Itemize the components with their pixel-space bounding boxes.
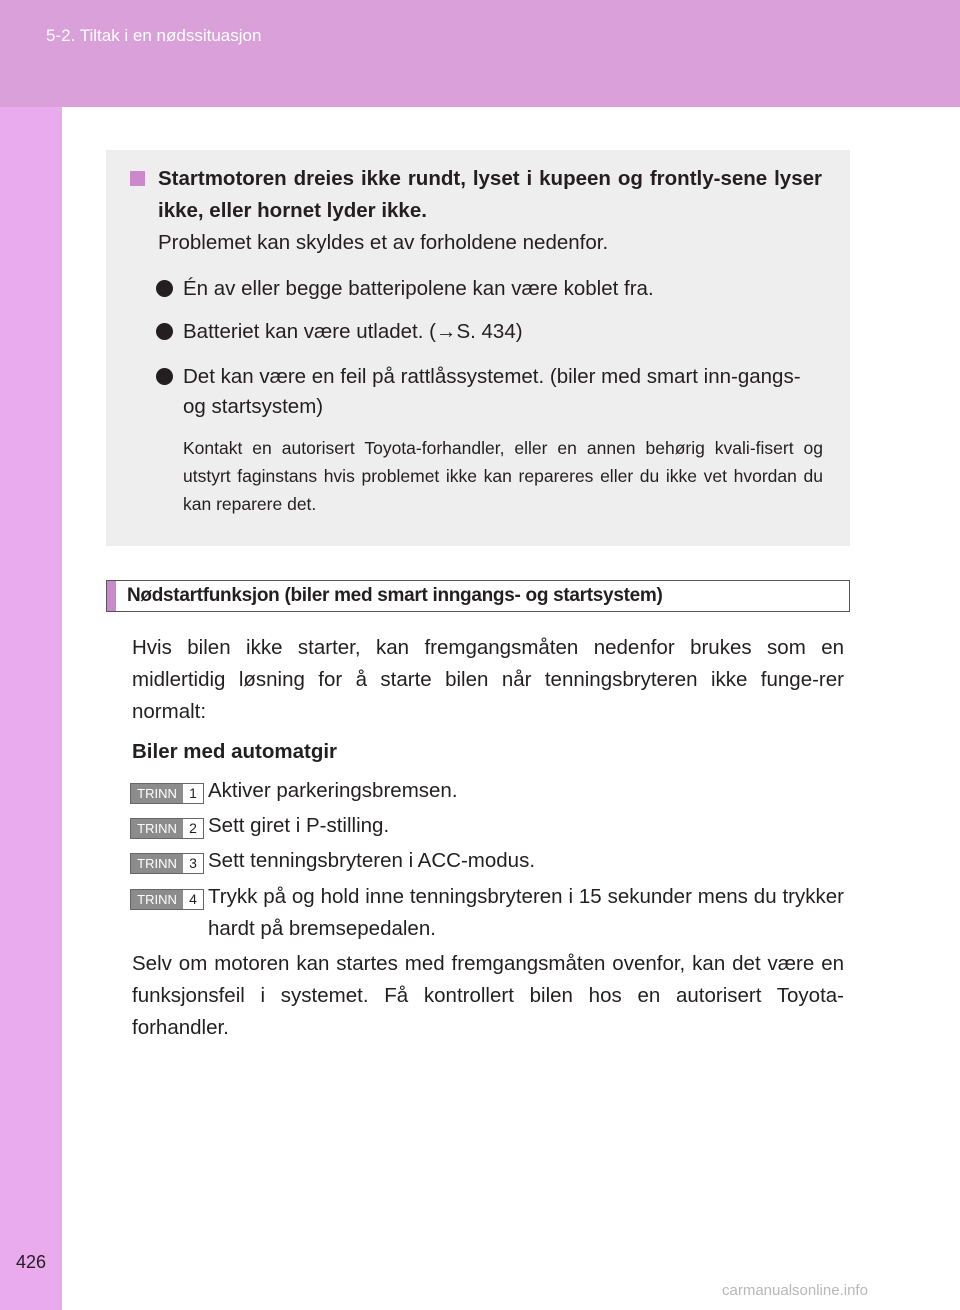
- step-badge-number: 1: [189, 785, 197, 801]
- heading-accent: [107, 581, 116, 611]
- info-box-note: Kontakt en autorisert Toyota-forhandler, eller en annen behørig kvali-fisert og utstyrt faginstans hvis problemet ikke kan repareres eller du ikke vet hvordan du kan reparere det.: [183, 438, 823, 514]
- step-row: [130, 881, 844, 940]
- bullet-item: [183, 274, 823, 304]
- bullet-item: [183, 317, 823, 347]
- info-box-heading-text: Startmotoren dreies ikke rundt, lyset i kupeen og frontly-sene lyser ikke, eller hornet lyder ikke.: [158, 167, 822, 222]
- watermark: carmanualsonline.info: [722, 1282, 868, 1299]
- bullet-dot-icon: [156, 368, 173, 385]
- step-badge-number: 3: [189, 855, 197, 871]
- step-text: Aktiver parkeringsbremsen.: [208, 779, 458, 802]
- square-bullet-icon: [130, 171, 145, 186]
- bullet-dot-icon: [156, 323, 173, 340]
- section-title: 5-2. Tiltak i en nødssituasjon: [46, 26, 262, 45]
- info-box: [106, 150, 850, 546]
- section-heading: Nødstartfunksjon (biler med smart inngangs- og startsystem): [127, 585, 663, 606]
- info-box-intro: Problemet kan skyldes et av forholdene nedenfor.: [158, 231, 609, 254]
- step-text: Sett giret i P-stilling.: [208, 814, 390, 837]
- bullet-text: Én av eller begge batteripolene kan være koblet fra.: [183, 277, 654, 300]
- intro-paragraph: Hvis bilen ikke starter, kan fremgangsmåten nedenfor brukes som en midlertidig løsning for å starte bilen når tenningsbryteren ikke funge-rer normalt:: [132, 636, 844, 723]
- header-band: [0, 0, 960, 107]
- step-badge-number: 2: [189, 820, 197, 836]
- step-row: [130, 775, 844, 807]
- step-badge: [130, 783, 204, 804]
- bullet-text: Batteriet kan være utladet. (→S. 434): [183, 320, 523, 343]
- step-badge: [130, 853, 204, 874]
- step-badge: [130, 889, 204, 910]
- closing-paragraph: Selv om motoren kan startes med fremgangsmåten ovenfor, kan det være en funksjonsfeil i systemet. Få kontrollert bilen hos en autorisert Toyota-forhandler.: [132, 952, 844, 1039]
- step-badge-label: TRINN: [131, 784, 183, 803]
- step-row: [130, 845, 844, 877]
- info-box-heading: [158, 163, 822, 227]
- step-badge: [130, 818, 204, 839]
- step-badge-number: 4: [189, 891, 197, 907]
- side-band: [0, 107, 62, 1310]
- step-text: Sett tenningsbryteren i ACC-modus.: [208, 849, 536, 872]
- step-badge-label: TRINN: [131, 854, 183, 873]
- page-number: 426: [16, 1252, 47, 1272]
- step-badge-label: TRINN: [131, 890, 183, 909]
- step-text: Trykk på og hold inne tenningsbryteren i 15 sekunder mens du trykker hardt på bremsepedalen.: [208, 885, 844, 940]
- bullet-dot-icon: [156, 280, 173, 297]
- bullet-text: Det kan være en feil på rattlåssystemet. (biler med smart inn-gangs- og startsystem): [183, 365, 801, 418]
- step-row: [130, 810, 844, 842]
- step-badge-label: TRINN: [131, 819, 183, 838]
- sub-heading: Biler med automatgir: [132, 740, 338, 763]
- section-heading-bar: [106, 580, 850, 612]
- bullet-item: [183, 362, 823, 422]
